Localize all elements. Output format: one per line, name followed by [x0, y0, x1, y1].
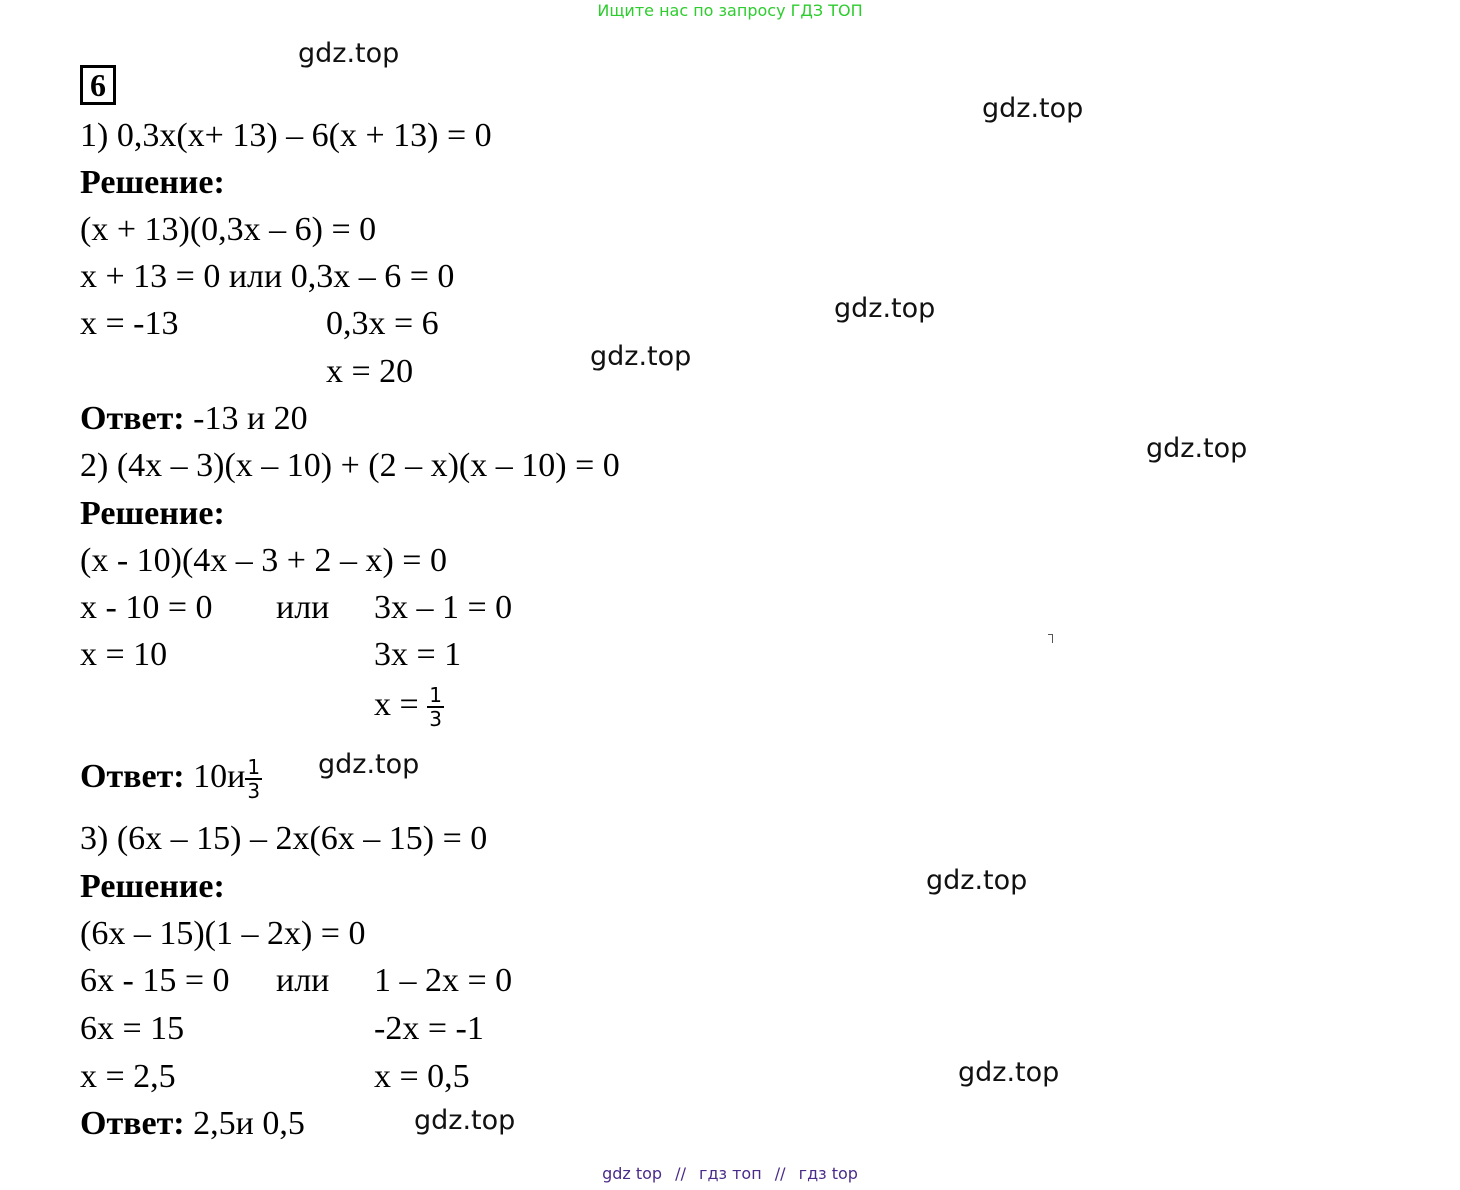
part2-equation: 2) (4x – 3)(x – 10) + (2 – x)(x – 10) = 0 [80, 447, 620, 484]
fraction-denominator: 3 [247, 779, 261, 803]
part3-step1: (6x – 15)(1 – 2x) = 0 [80, 915, 366, 952]
part1-step1: (x + 13)(0,3x – 6) = 0 [80, 211, 377, 248]
part3-answer-value: 2,5и 0,5 [193, 1105, 305, 1142]
footer-separator: // [675, 1164, 686, 1183]
footer-links [0, 1164, 1460, 1183]
part2-answer-fraction [245, 756, 262, 802]
footer-link-gdz-top-mixed[interactable]: гдз top [798, 1164, 858, 1183]
part2-step4-prefix: x = [374, 685, 419, 723]
part1-answer-label: Ответ: [80, 400, 185, 437]
footer-link-gdz-top[interactable]: gdz top [602, 1164, 663, 1183]
fraction-numerator: 1 [247, 755, 261, 779]
part1-answer [80, 399, 308, 439]
watermark: gdz.top [298, 38, 400, 69]
watermark: gdz.top [834, 293, 936, 324]
watermark: gdz.top [982, 93, 1084, 124]
part2-step2-right: 3x – 1 = 0 [374, 589, 513, 626]
watermark: gdz.top [414, 1105, 516, 1136]
part3-step4-right: x = 0,5 [374, 1058, 470, 1095]
part3-solution-label: Решение: [80, 868, 225, 905]
watermark: gdz.top [926, 865, 1028, 896]
part3-step2-mid: или [276, 962, 330, 999]
part3-step3-left: 6x = 15 [80, 1010, 185, 1047]
part2-step2-mid: или [276, 589, 330, 626]
part3-step4-left: x = 2,5 [80, 1058, 176, 1095]
part1-step3-right: 0,3x = 6 [326, 305, 439, 342]
fraction-numerator: 1 [429, 683, 442, 707]
part2-step1: (x - 10)(4x – 3 + 2 – x) = 0 [80, 542, 447, 579]
part1-equation: 1) 0,3x(x+ 13) – 6(x + 13) = 0 [80, 117, 492, 154]
part3-answer [80, 1104, 305, 1144]
part1-step4-right: x = 20 [326, 353, 414, 390]
watermark: gdz.top [958, 1057, 1060, 1088]
top-banner: Ищите нас по запросу ГДЗ ТОП [597, 1, 863, 20]
watermark: gdz.top [590, 341, 692, 372]
watermark: gdz.top [1146, 433, 1248, 464]
part2-answer-value: 10и [193, 757, 246, 795]
part1-solution-label: Решение: [80, 164, 225, 201]
part2-step4-fraction [427, 684, 444, 730]
part3-step2-right: 1 – 2x = 0 [374, 962, 513, 999]
part3-equation: 3) (6x – 15) – 2x(6x – 15) = 0 [80, 820, 488, 857]
footer-separator: // [774, 1164, 786, 1183]
part3-answer-label: Ответ: [80, 1105, 185, 1142]
footer-link-gdz-top-ru[interactable]: гдз топ [699, 1164, 762, 1183]
part2-step3-left: x = 10 [80, 636, 168, 673]
part2-step2-left: x - 10 = 0 [80, 589, 213, 626]
part1-step3-left: x = -13 [80, 305, 179, 342]
part2-answer [80, 756, 262, 802]
task-number-box: 6 [80, 65, 116, 105]
fraction-denominator: 3 [429, 707, 442, 731]
part2-step4 [374, 684, 444, 730]
part3-step2-left: 6x - 15 = 0 [80, 962, 230, 999]
part1-answer-value: -13 и 20 [193, 400, 308, 437]
part2-step3-right: 3x = 1 [374, 636, 462, 673]
part1-step2: x + 13 = 0 или 0,3x – 6 = 0 [80, 258, 455, 295]
watermark: gdz.top [318, 749, 420, 780]
part3-step3-right: -2x = -1 [374, 1010, 484, 1047]
part2-answer-label: Ответ: [80, 757, 185, 795]
stray-mark [1048, 634, 1053, 643]
part2-solution-label: Решение: [80, 495, 225, 532]
